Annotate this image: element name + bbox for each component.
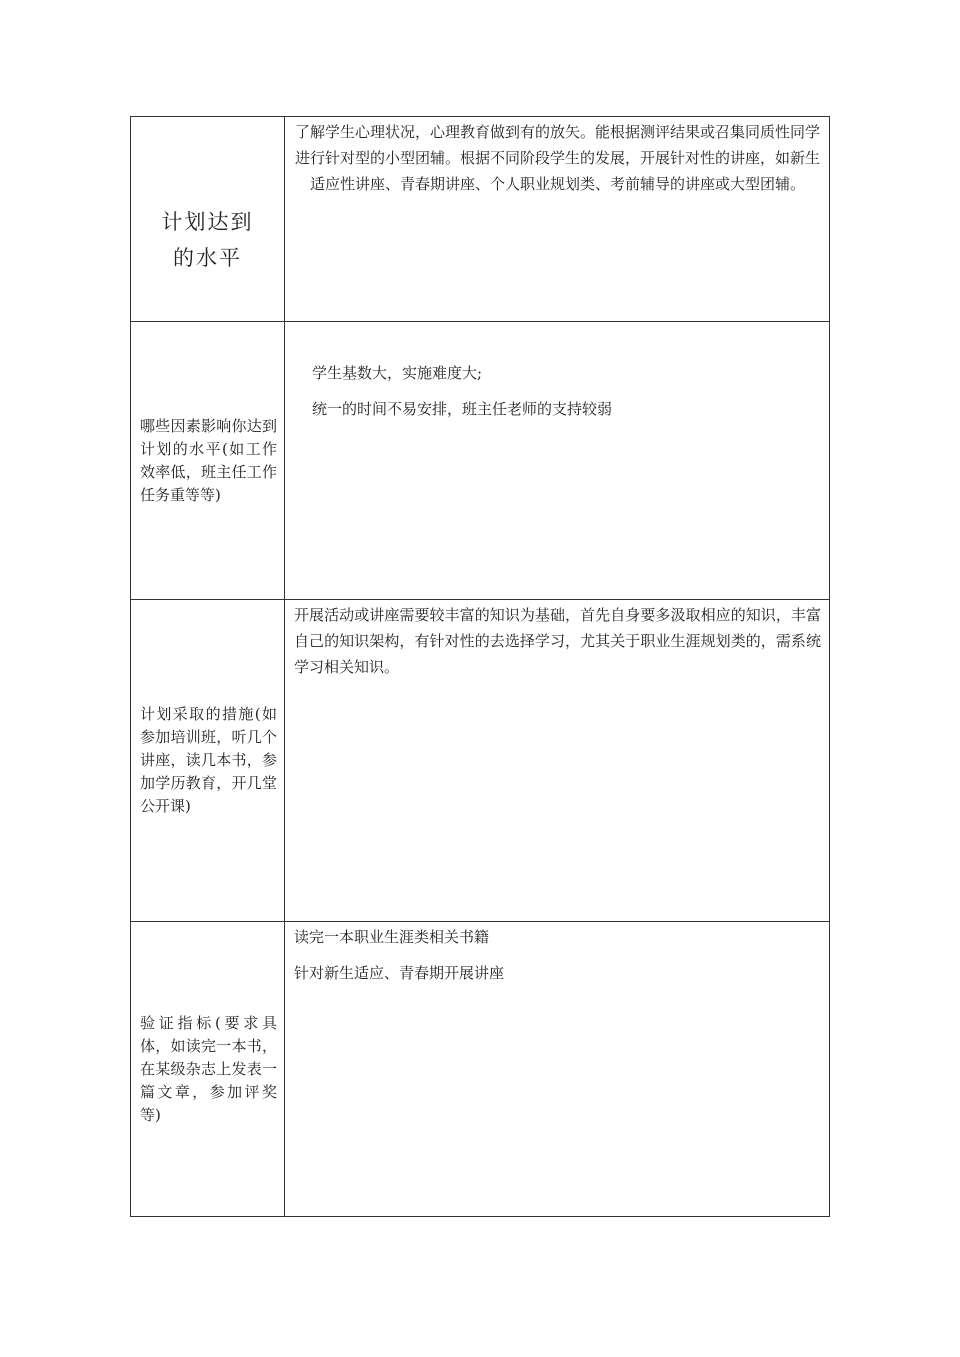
row-content-target-level (285, 117, 830, 322)
content-paragraph: 开展活动或讲座需要较丰富的知识为基础，首先自身要多汲取相应的知识，丰富自己的知识架构，有针对性的去选择学习，尤其关于职业生涯规划类的，需系统学习相关知识。 (294, 606, 821, 676)
content-paragraph: 了解学生心理状况，心理教育做到有的放矢。能根据测评结果或召集同质性同学进行针对型的小型团辅。根据不同阶段学生的发展，开展针对性的讲座，如新生适应性讲座、青春期讲座、个人职业规划类、考前辅导的讲座或大型团辅。 (294, 123, 820, 193)
row-label-target-level (131, 117, 285, 322)
label-text: 验证指标(要求具体，如读完一本书，在某级杂志上发表一篇文章，参加评奖等) (140, 1013, 277, 1124)
content-paragraph: 统一的时间不易安排，班主任老师的支持较弱 (312, 400, 613, 418)
row-content-influencing-factors (285, 322, 830, 600)
row-content-verification (285, 922, 830, 1217)
row-label-verification (131, 922, 285, 1217)
table-row (131, 600, 830, 922)
content-paragraph: 学生基数大，实施难度大; (312, 364, 483, 382)
row-label-measures (131, 600, 285, 922)
table-row (131, 922, 830, 1217)
label-text: 计划采取的措施(如参加培训班，听几个讲座，读几本书，参加学历教育，开几堂公开课) (140, 705, 277, 815)
content-paragraph: 针对新生适应、青春期开展讲座 (294, 964, 505, 982)
plan-table (130, 116, 830, 1217)
label-text: 哪些因素影响你达到计划的水平(如工作效率低，班主任工作任务重等等) (140, 416, 277, 504)
row-content-measures (285, 600, 830, 922)
label-line: 计划达到 (161, 210, 254, 234)
content-paragraph: 读完一本职业生涯类相关书籍 (294, 928, 490, 946)
label-line: 的水平 (173, 246, 242, 270)
table-row (131, 322, 830, 600)
row-label-influencing-factors (131, 322, 285, 600)
table-row (131, 117, 830, 322)
